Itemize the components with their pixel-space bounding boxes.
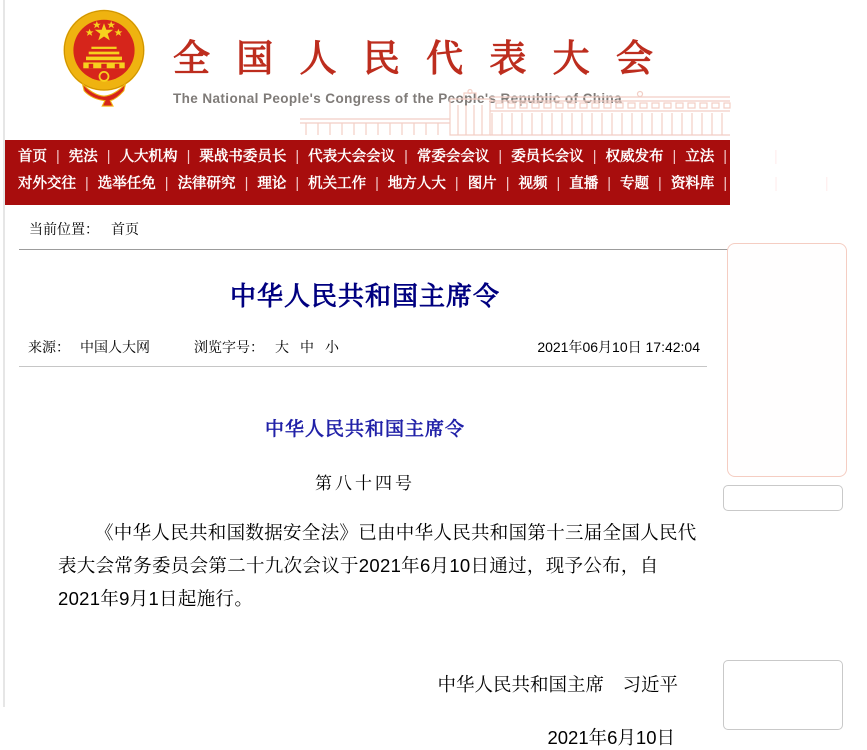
fontsize-large-button[interactable]: 大 [275,339,289,355]
meta-divider [19,366,707,367]
nav-item[interactable]: 视频 [518,176,548,192]
nav-separator: | [106,149,111,165]
site-title: 全 国 人 民 代 表 大 会 [173,38,659,79]
nav-separator: | [375,176,379,192]
nav-item[interactable]: 常委会会议 [416,149,490,165]
article-signer: 中华人民共和国主席 习近平 [437,674,678,695]
nav-item[interactable]: 委员长会议 [511,149,584,165]
nav-separator: | [658,176,662,192]
breadcrumb-label: 当前位置： [29,221,99,237]
nav-item[interactable]: 权威发布 [605,149,664,165]
article-sign-date: 2021年6月10日 [547,727,675,748]
source-label: 来源： [28,339,70,355]
nav-separator: | [404,149,408,165]
sidebar-fragment-middle [723,485,843,511]
nav-separator: | [556,176,561,192]
breadcrumb-divider [19,249,730,250]
fontsize-label: 浏览字号： [194,339,264,355]
nav-separator: | [774,149,778,165]
breadcrumb [5,205,730,249]
site-subtitle: The National People's Congress of the People's Republic of China [173,91,623,106]
nav-item[interactable]: 资料库 [670,176,715,192]
fontsize-small-button[interactable]: 小 [325,339,339,355]
nav-row-1 [18,144,816,171]
nav-separator: | [295,176,300,192]
breadcrumb-home-link[interactable]: 首页 [111,221,139,237]
nav-item[interactable]: 对外交往 [18,176,76,192]
building-sketch [300,89,730,140]
nav-separator: | [186,149,191,165]
main-nav [5,140,867,205]
nav-item[interactable]: 机关工作 [308,176,367,192]
nav-item[interactable]: 栗战书委员长 [199,149,287,165]
nav-item[interactable]: 理论 [257,176,287,192]
nav-item[interactable]: 国旗 [736,176,766,192]
nav-row-2 [18,171,867,198]
nav-item[interactable]: 法律研究 [177,176,236,192]
nav-item[interactable]: 专题 [620,176,650,192]
nav-item[interactable]: 监督 [736,149,766,165]
nav-item[interactable]: 地方人大 [387,176,446,192]
nav-item[interactable]: 选举任免 [97,176,156,192]
article-meta-bar [28,337,700,357]
nav-separator: | [774,176,778,192]
nav-item[interactable]: 立法 [685,149,715,165]
nav-separator: | [244,176,249,192]
fontsize-medium-button[interactable]: 中 [300,339,314,355]
national-emblem-icon[interactable] [59,8,149,112]
nav-separator: | [592,149,597,165]
nav-separator: | [723,149,728,165]
publish-datetime: 2021年06月10日 17:42:04 [537,339,700,355]
nav-separator: | [498,149,503,165]
nav-item[interactable]: 宪法 [68,149,98,165]
nav-item[interactable]: 首页 [18,149,47,165]
nav-separator: | [824,176,829,192]
nav-item[interactable]: 直播 [569,176,599,192]
nav-item[interactable]: 代表 [786,149,816,165]
nav-separator: | [505,176,510,192]
nav-item[interactable]: 国歌 [786,176,816,192]
article-number: 第八十四号 [315,474,415,493]
nav-separator: | [295,149,300,165]
nav-separator: | [607,176,612,192]
source-value: 中国人大网 [80,339,150,355]
article-title: 中华人民共和国主席令 [264,419,465,440]
nav-item[interactable]: 人大机构 [119,149,178,165]
nav-item[interactable]: 图片 [467,176,497,192]
nav-separator: | [56,149,60,165]
nav-separator: | [672,149,677,165]
nav-separator: | [164,176,169,192]
nav-item[interactable]: 国徽 [837,176,867,192]
nav-separator: | [723,176,728,192]
sidebar-fragment-top [727,243,847,477]
nav-item[interactable]: 代表大会会议 [308,149,396,165]
page-left-edge [3,0,5,707]
site-header [5,0,730,140]
page-title: 中华人民共和国主席令 [229,282,500,311]
article-body: 《中华人民共和国数据安全法》已由中华人民共和国第十三届全国人民代表大会常务委员会第二十九次会议于2021年6月10日通过，现予公布，自2021年9月1日起施行。 [58,522,697,609]
sidebar-fragment-bottom [723,660,843,730]
nav-separator: | [454,176,459,192]
nav-separator: | [85,176,89,192]
